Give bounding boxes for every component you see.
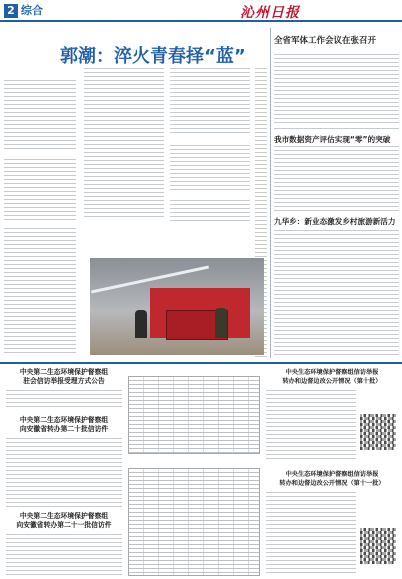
article-text [4,80,76,150]
section-divider [274,128,399,129]
qr-code [360,414,396,450]
firefighter-figure [135,310,147,338]
article-text [170,145,250,191]
notice-text [6,390,122,410]
masthead [0,0,402,22]
right-headline-1: 全省军体工作会议在张召开 [274,36,377,46]
newspaper-logo: 沁州日报 [240,5,300,21]
article-text [274,146,399,208]
bottom-divider [0,362,402,364]
notice-title-4: 中央生态环境保护督察组信访举报 转办和边督边改公开情况（第十批） [282,369,382,385]
notice-text [266,492,356,576]
qr-code [360,528,396,564]
notice-title-2: 中央第二生态环境保护督察组 向安徽省转办第二十批信访件 [19,416,109,433]
section-label: 综合 [21,4,43,17]
article-text [274,54,399,124]
article-text [170,68,250,136]
firefighter-figure [215,308,227,338]
section-divider [274,210,399,211]
data-table-1 [128,376,260,454]
right-headline-3: 九华乡：新业态激发乡村旅游新活力 [274,217,396,226]
article-text [4,159,76,221]
data-table-2 [128,468,260,576]
right-headline-2: 我市数据资产评估实现“零”的突破 [274,135,391,144]
notice-text [6,438,122,508]
news-photo [90,258,264,355]
article-text [84,68,164,220]
notice-title-3: 中央第二生态环境保护督察组 向安徽省转办第二十一批信访件 [16,512,112,529]
article-text [4,228,76,356]
notice-title-1: 中央第二生态环境保护督察组 驻会信访举报受理方式公告 [19,368,109,385]
column-divider [270,28,271,358]
notice-text [266,390,356,462]
notice-text [6,534,122,576]
page-number: 2 [4,4,18,18]
main-headline: 郭潮：淬火青春择“蓝” [60,46,246,67]
article-text [274,230,399,358]
notice-title-5: 中央生态环境保护督察组信访举报 转办和边督边改公开情况（第十一批） [279,471,385,487]
article-text [170,200,250,224]
